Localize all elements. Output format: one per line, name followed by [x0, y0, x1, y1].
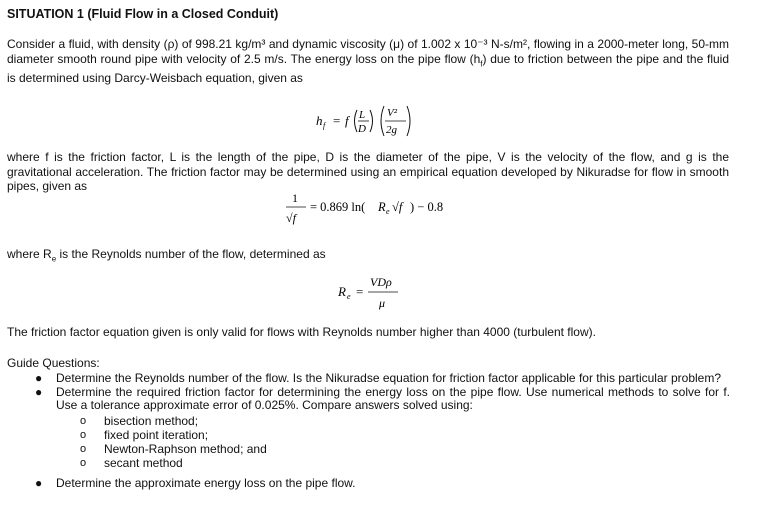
friction-factor-description: where f is the friction factor, L is the length of the pipe, D is the diameter of the pipe, V is the velocity of the flow, and g is the gravitational acceleration. The friction factor may be determined using an empirical equation developed by Nikuradse for flow in smooth pipes, given as	[7, 150, 729, 193]
list-item: o bisection method;	[80, 413, 199, 428]
eq1-2g: 2g	[386, 124, 397, 136]
eq1-paren-open-2	[381, 106, 384, 136]
eq2-rhs-suffix: ) − 0.8	[410, 200, 444, 214]
list-item: ● Determine the Reynolds number of the flow. Is the Nikuradse equation for friction factor applicable for this particular problem?	[35, 371, 722, 385]
eq1-lhs-sub: f	[323, 121, 326, 130]
eq3-equals: =	[356, 284, 364, 299]
list-item: o fixed point iteration;	[80, 427, 209, 442]
eq2-denominator: √f	[286, 211, 296, 225]
bullet-icon: ●	[35, 384, 43, 399]
circle-bullet-icon: o	[80, 457, 87, 470]
list-item: o secant method	[80, 456, 183, 471]
eq2-sqrt-f: √f	[392, 200, 403, 214]
eq1-V2: V²	[387, 107, 398, 119]
eq1-L: L	[359, 109, 366, 121]
eq1-paren-close-1	[370, 110, 373, 132]
bullet-icon: ●	[35, 475, 43, 490]
eq1-paren-open-1	[355, 110, 358, 132]
eq1-paren-close-2	[407, 106, 410, 136]
eq3-numerator: VDρ	[370, 275, 392, 289]
bullet-icon: ●	[35, 371, 43, 385]
situation-title: SITUATION 1 (Fluid Flow in a Closed Conduit)	[7, 7, 279, 21]
list-item: ● Determine the required friction factor for determining the energy loss on the pipe flow. Use numerical methods to solve for f. Use a tolerance approximate error of 0.025%. Compare answers solved using: o bisection method; o fixed point iteration; o Newton-Raphson method; and o secant method	[35, 384, 730, 471]
guide-questions-list	[0, 372, 730, 490]
eq1-f: f	[345, 113, 349, 128]
guide-questions-heading: Guide Questions:	[7, 356, 100, 370]
eq2-rhs-prefix: = 0.869 ln(	[310, 200, 366, 214]
eq3-lhs-sub: e	[347, 292, 351, 301]
eq1-lhs: h	[316, 113, 323, 128]
circle-bullet-icon: o	[80, 414, 87, 427]
reynolds-equation	[334, 270, 410, 314]
list-item: ● Determine the approximate energy loss on the pipe flow.	[35, 475, 356, 490]
circle-bullet-icon: o	[80, 428, 87, 441]
eq3-denominator: μ	[379, 296, 386, 310]
darcy-weisbach-equation	[316, 100, 436, 142]
validity-note: The friction factor equation given is only valid for flows with Reynolds number higher than 4000 (turbulent flow).	[7, 325, 596, 339]
eq3-lhs: R	[338, 284, 346, 299]
eq1-equals: =	[333, 113, 341, 128]
eq2-R: R	[378, 200, 386, 214]
nikuradse-equation	[282, 189, 462, 233]
circle-bullet-icon: o	[80, 443, 87, 456]
list-item: o Newton-Raphson method; and	[80, 442, 267, 457]
problem-statement: Consider a fluid, with density (ρ) of 998.21 kg/m³ and dynamic viscosity (μ) of 1.002 x 10⁻³ N-s/m², flowing in a 2000-meter long, 50-mm diameter smooth round pipe with velocity of 2.5 m/s. The energy loss on the pipe flow $(h_f)$ due to friction between the pipe and the fluid is determined using Darcy-Weisbach equation, given as	[7, 37, 729, 86]
eq2-numerator: 1	[292, 191, 298, 205]
methods-list	[56, 414, 730, 471]
eq1-D: D	[358, 123, 366, 135]
eq2-R-sub: e	[386, 207, 390, 216]
reynolds-description: where $R_e$ is the Reynolds number of the flow, determined as	[7, 247, 326, 264]
